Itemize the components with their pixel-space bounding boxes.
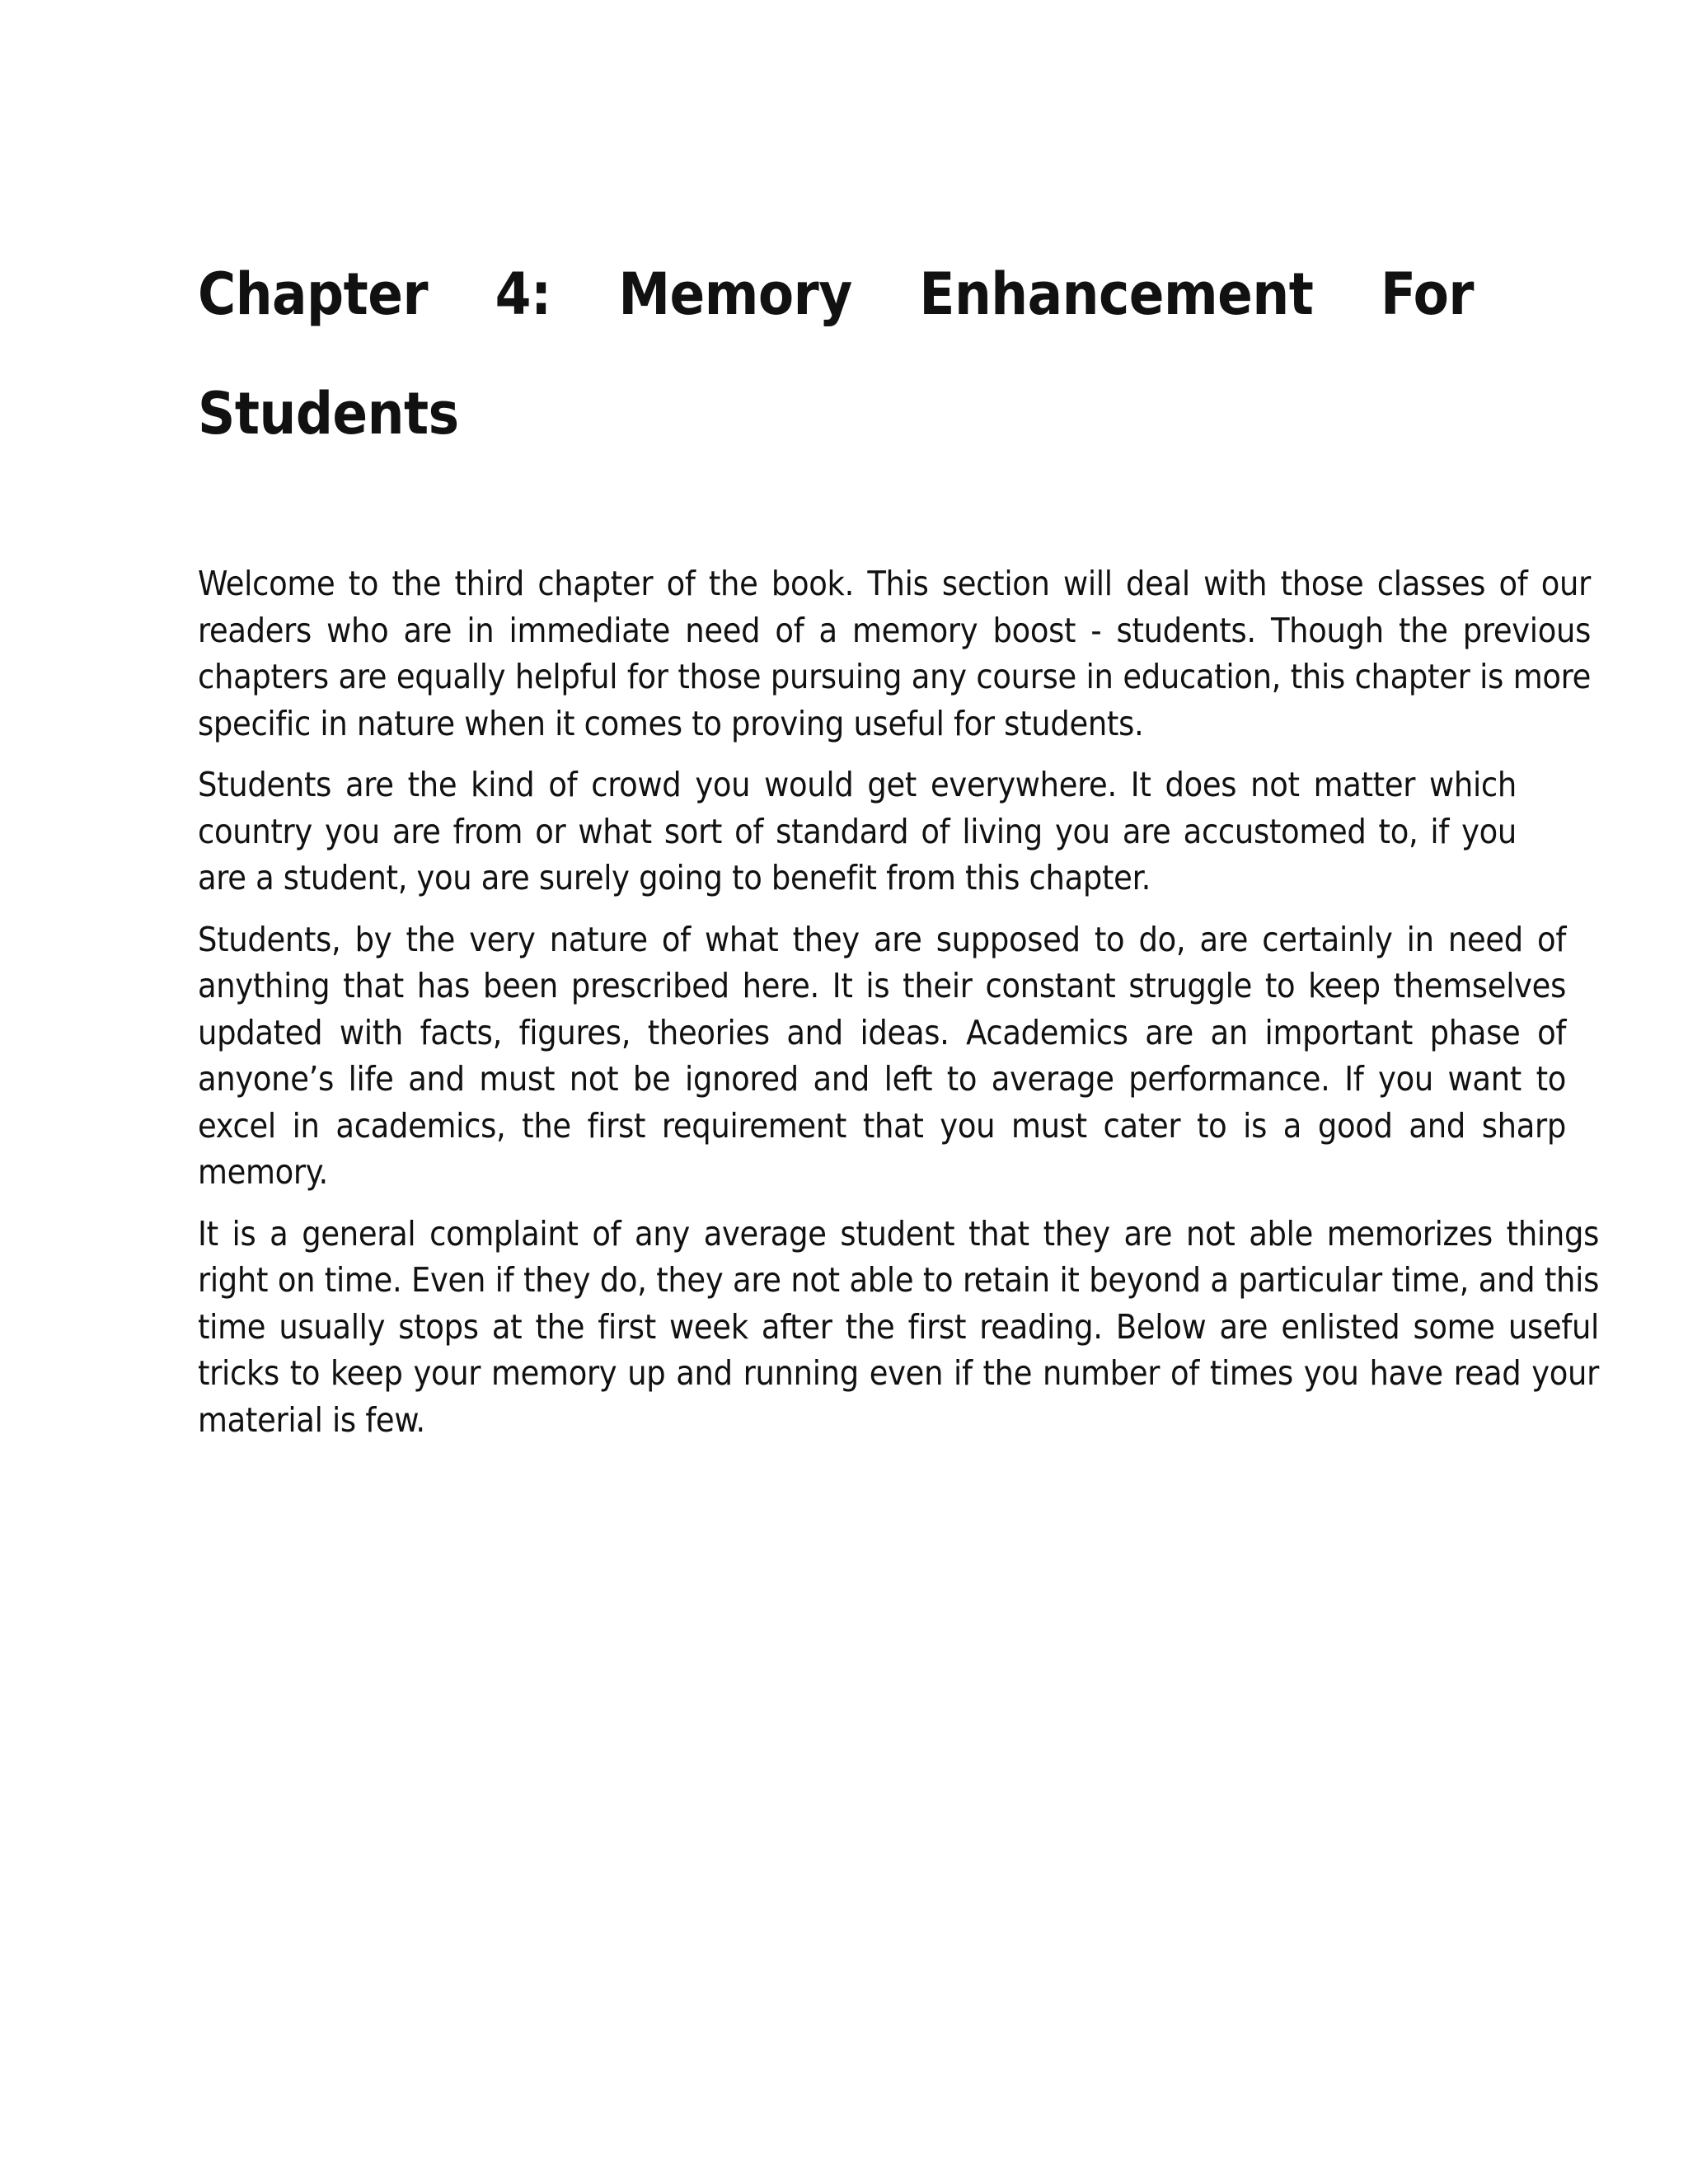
paragraph-1: Welcome to the third chapter of the book. This section will deal with those classes of our readers who are in immediate need of a memory boost - students. Though the previous chapters are equally helpful for those pursuing any course in education, this chapter is more specific in nature when it comes to proving useful for students. bbox=[198, 564, 1591, 743]
paragraph-4: It is a general complaint of any average student that they are not able memorizes things right on time. Even if they do, they are not able to retain it beyond a particular time, and this time usually stops at the first week after the first reading. Below are enlisted some useful tricks to keep your memory up and running even if the number of times you have read your material is few. bbox=[198, 1213, 1599, 1440]
document-page bbox=[198, 235, 1599, 1458]
paragraph-2: Students are the kind of crowd you would get everywhere. It does not matter which country you are from or what sort of standard of living you are accustomed to, if you are a student, you are surely going to benefit from this chapter. bbox=[198, 765, 1517, 898]
chapter-title: Chapter 4: Memory Enhancement For Students bbox=[198, 260, 1474, 448]
paragraph-3: Students, by the very nature of what they are supposed to do, are certainly in need of anything that has been prescribed here. It is their constant struggle to keep themselves updated with facts, figures, theories and ideas. Academics are an important phase of anyone’s life and must not be ignored and left to average performance. If you want to excel in academics, the first requirement that you must cater to is a good and sharp memory. bbox=[198, 919, 1566, 1192]
chapter-body bbox=[198, 560, 1599, 1443]
